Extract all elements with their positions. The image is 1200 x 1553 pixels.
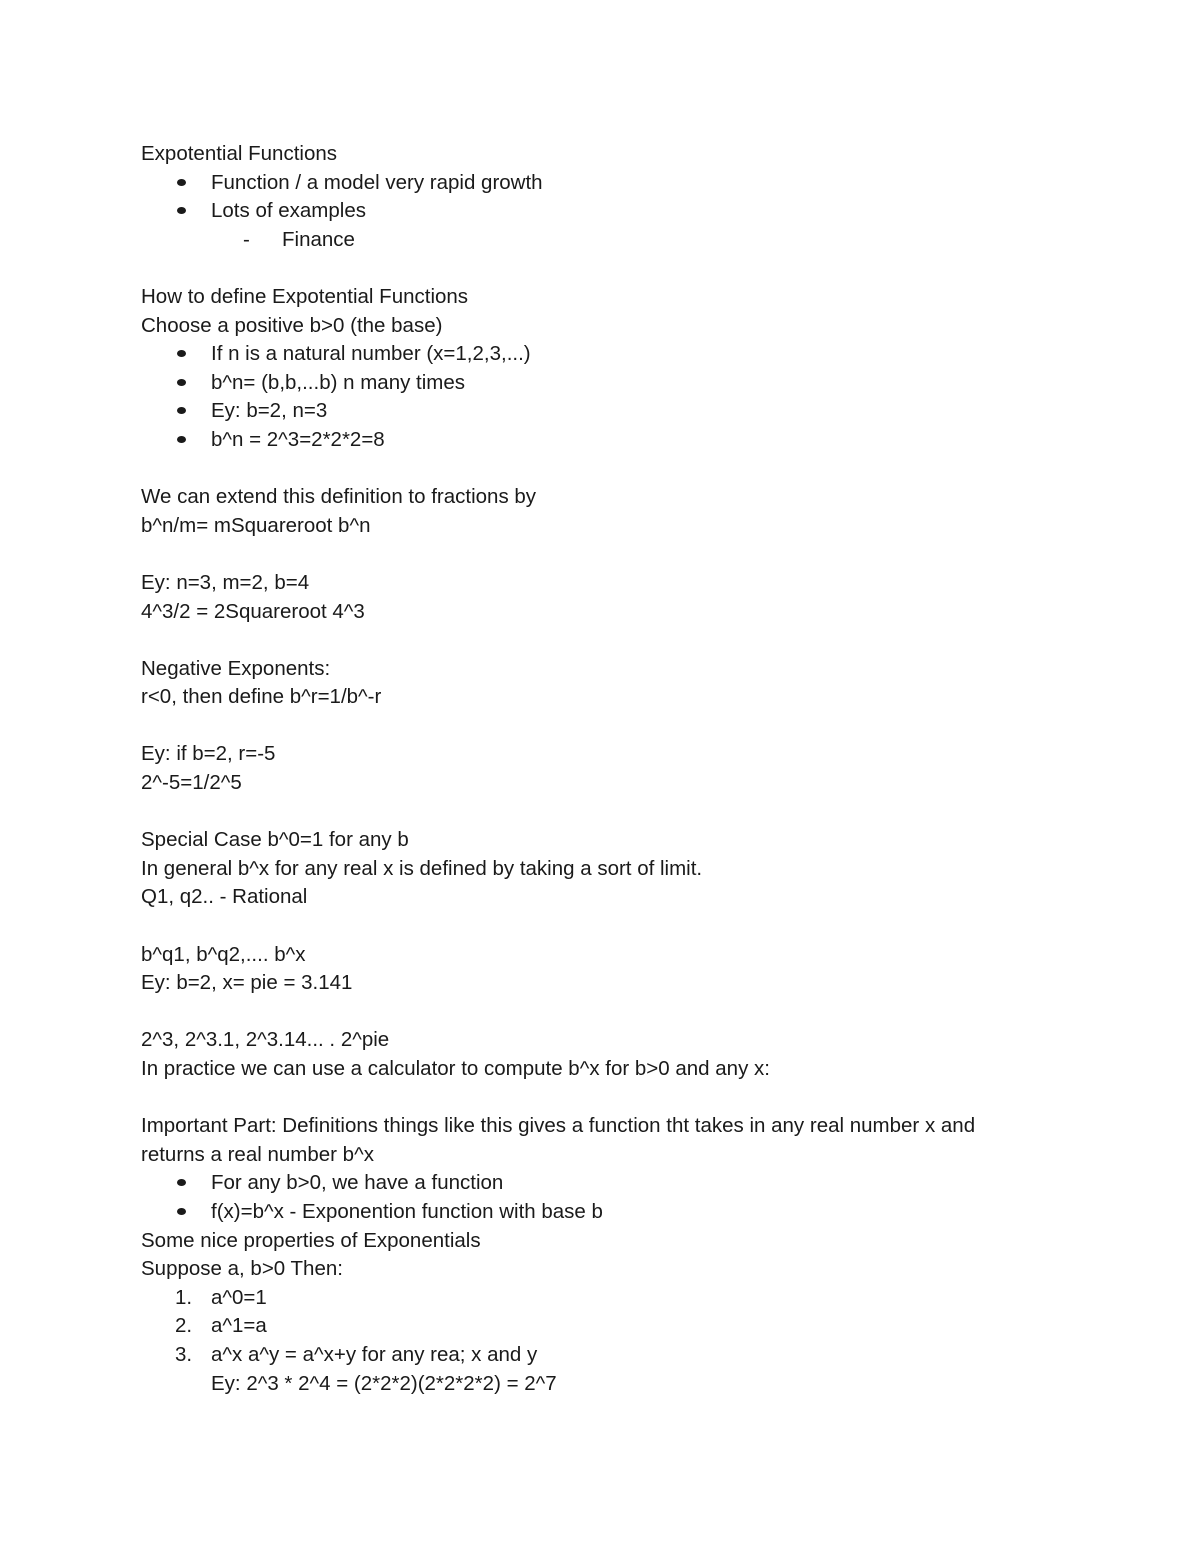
text-line: Suppose a, b>0 Then: bbox=[141, 1257, 343, 1281]
bullet-item: Lots of examples bbox=[141, 197, 1061, 226]
spacer bbox=[141, 712, 1061, 741]
number-marker: 1. bbox=[175, 1285, 193, 1309]
bullet-icon bbox=[177, 350, 186, 357]
spacer bbox=[141, 254, 1061, 283]
spacer bbox=[141, 798, 1061, 827]
text-line: b^q1, b^q2,.... b^x bbox=[141, 942, 306, 966]
spacer bbox=[141, 626, 1061, 655]
bullet-item: b^n= (b,b,...b) n many times bbox=[141, 369, 1061, 398]
spacer bbox=[141, 540, 1061, 569]
example-line: Ey: 2^3 * 2^4 = (2*2*2)(2*2*2*2) = 2^7 bbox=[211, 1371, 557, 1395]
numbered-item: 1. a^0=1 bbox=[141, 1284, 1061, 1313]
bullet-icon bbox=[177, 179, 186, 186]
text-line: r<0, then define b^r=1/b^-r bbox=[141, 685, 382, 709]
text-line: Ey: n=3, m=2, b=4 bbox=[141, 570, 310, 594]
spacer bbox=[141, 455, 1061, 484]
spacer bbox=[141, 1084, 1061, 1113]
text-line: Ey: if b=2, r=-5 bbox=[141, 742, 276, 766]
text-line: Q1, q2.. - Rational bbox=[141, 885, 308, 909]
bullet-icon bbox=[177, 1179, 186, 1186]
document-page bbox=[141, 140, 1061, 1398]
bullet-item: b^n = 2^3=2*2*2=8 bbox=[141, 426, 1061, 455]
bullet-item: For any b>0, we have a function bbox=[141, 1169, 1061, 1198]
text-line: b^n/m= mSquareroot b^n bbox=[141, 513, 371, 537]
bullet-icon bbox=[177, 379, 186, 386]
text-line: returns a real number b^x bbox=[141, 1142, 374, 1166]
spacer bbox=[141, 998, 1061, 1027]
numbered-item: 2. a^1=a bbox=[141, 1312, 1061, 1341]
bullet-item: Function / a model very rapid growth bbox=[141, 169, 1061, 198]
number-marker: 2. bbox=[175, 1314, 193, 1338]
section-title: How to define Expotential Functions bbox=[141, 284, 469, 308]
bullet-item: Ey: b=2, n=3 bbox=[141, 397, 1061, 426]
section-title: Expotential Functions bbox=[141, 142, 338, 165]
text-line: 2^-5=1/2^5 bbox=[141, 771, 242, 795]
bullet-icon bbox=[177, 407, 186, 414]
number-marker: 3. bbox=[175, 1342, 193, 1366]
text-line: In general b^x for any real x is defined by taking a sort of limit. bbox=[141, 856, 703, 880]
text-line: Ey: b=2, x= pie = 3.141 bbox=[141, 971, 353, 995]
text-line: In practice we can use a calculator to compute b^x for b>0 and any x: bbox=[141, 1057, 770, 1080]
text-line: Special Case b^0=1 for any b bbox=[141, 828, 409, 852]
text-line: We can extend this definition to fractions by bbox=[141, 485, 537, 509]
text-line: Negative Exponents: bbox=[141, 656, 331, 680]
text-line: Some nice properties of Exponentials bbox=[141, 1228, 481, 1252]
bullet-icon bbox=[177, 436, 186, 443]
text-line: 2^3, 2^3.1, 2^3.14... . 2^pie bbox=[141, 1028, 390, 1052]
sub-list-item: - Finance bbox=[141, 226, 1061, 255]
dash-icon: - bbox=[243, 227, 250, 251]
bullet-item: f(x)=b^x - Exponention function with base b bbox=[141, 1198, 1061, 1227]
numbered-item: 3. a^x a^y = a^x+y for any rea; x and y bbox=[141, 1341, 1061, 1370]
bullet-icon bbox=[177, 1208, 186, 1215]
text-line: Important Part: Definitions things like this gives a function tht takes in any real number x and bbox=[141, 1114, 976, 1138]
bullet-icon bbox=[177, 207, 186, 214]
text-line: 4^3/2 = 2Squareroot 4^3 bbox=[141, 599, 365, 623]
bullet-item: If n is a natural number (x=1,2,3,...) bbox=[141, 340, 1061, 369]
spacer bbox=[141, 912, 1061, 941]
text-line: Choose a positive b>0 (the base) bbox=[141, 313, 443, 337]
